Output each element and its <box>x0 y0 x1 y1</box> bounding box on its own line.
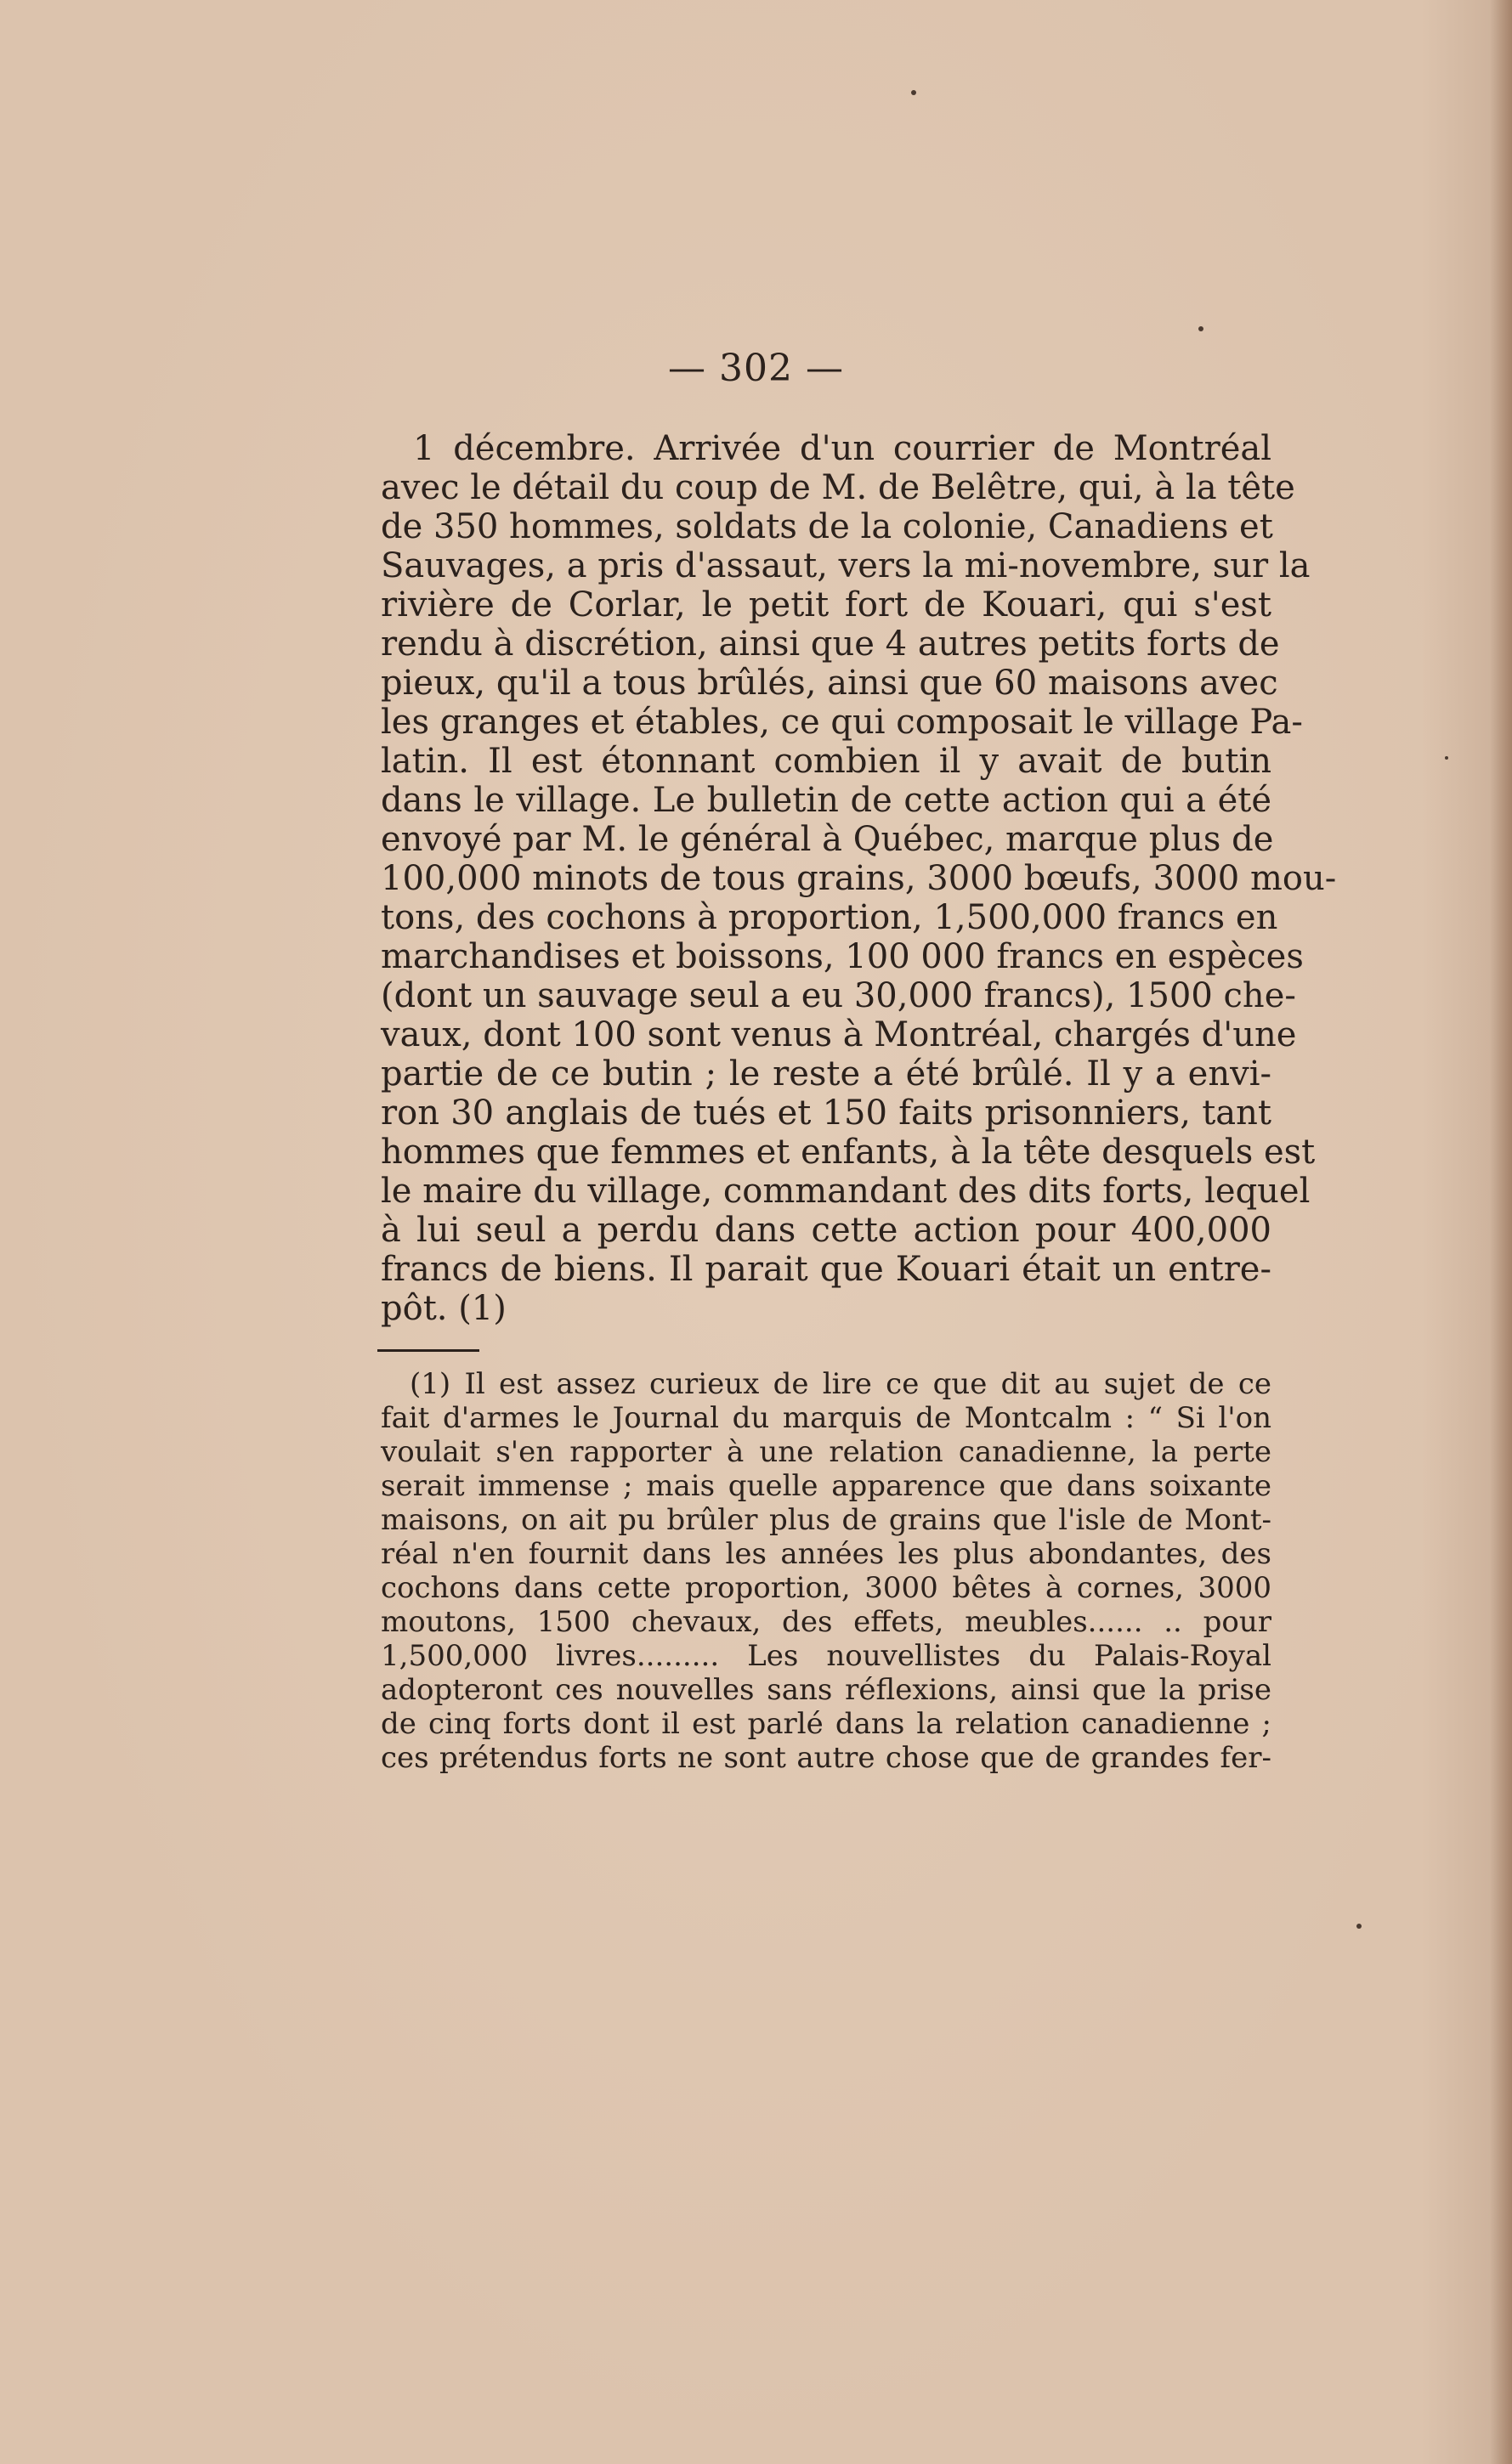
body-line: partie de ce butin ; le reste a été brûlé. Il y a envi- <box>381 1054 1271 1094</box>
footnote-rule <box>377 1349 479 1352</box>
body-line: 100,000 minots de tous grains, 3000 bœufs, 3000 mou- <box>381 859 1337 898</box>
body-line: rendu à discrétion, ainsi que 4 autres petits forts de <box>381 624 1280 664</box>
body-line: vaux, dont 100 sont venus à Montréal, chargés d'une <box>381 1015 1297 1054</box>
footnote-line: (1) Il est assez curieux de lire ce que dit au sujet de ce <box>410 1367 1271 1401</box>
footnote-line: réal n'en fournit dans les années les plus abondantes, des <box>381 1537 1271 1571</box>
paper-speck <box>1198 326 1203 331</box>
footnote-line: voulait s'en rapporter à une relation canadienne, la perte <box>381 1435 1271 1469</box>
body-line: les granges et étables, ce qui composait le village Pa- <box>381 703 1303 742</box>
page-number: — 302 — <box>668 347 844 390</box>
body-line: le maire du village, commandant des dits forts, lequel <box>381 1172 1311 1211</box>
body-line: latin. Il est étonnant combien il y avait de butin <box>381 742 1271 781</box>
body-line: pieux, qu'il a tous brûlés, ainsi que 60 maisons avec <box>381 664 1278 703</box>
body-line: à lui seul a perdu dans cette action pour 400,000 <box>381 1211 1271 1250</box>
body-line: (dont un sauvage seul a eu 30,000 francs), 1500 che- <box>381 976 1296 1015</box>
body-line: Sauvages, a pris d'assaut, vers la mi-novembre, sur la <box>381 546 1311 585</box>
body-line: de 350 hommes, soldats de la colonie, Canadiens et <box>381 507 1273 546</box>
footnote-line: moutons, 1500 chevaux, des effets, meubles...... .. pour <box>381 1605 1271 1639</box>
footnote-line: ces prétendus forts ne sont autre chose que de grandes fer- <box>381 1741 1271 1775</box>
footnote-line: maisons, on ait pu brûler plus de grains que l'isle de Mont- <box>381 1503 1271 1537</box>
body-line: avec le détail du coup de M. de Belêtre, qui, à la tête <box>381 468 1295 507</box>
body-line: envoyé par M. le général à Québec, marque plus de <box>381 820 1274 859</box>
body-line: dans le village. Le bulletin de cette action qui a été <box>381 781 1271 820</box>
body-line: marchandises et boissons, 100 000 francs en espèces <box>381 937 1304 976</box>
paper-speck <box>1356 1924 1362 1929</box>
body-line: hommes que femmes et enfants, à la tête desquels est <box>381 1133 1316 1172</box>
body-line: tons, des cochons à proportion, 1,500,000 francs en <box>381 898 1278 937</box>
footnote-line: fait d'armes le Journal du marquis de Montcalm : “ Si l'on <box>381 1401 1271 1435</box>
footnote-line: cochons dans cette proportion, 3000 bêtes à cornes, 3000 <box>381 1571 1271 1605</box>
footnote-line: adopteront ces nouvelles sans réflexions, ainsi que la prise <box>381 1673 1271 1707</box>
body-line: 1 décembre. Arrivée d'un courrier de Montréal <box>413 429 1271 468</box>
paper-speck <box>911 90 916 95</box>
body-line: francs de biens. Il parait que Kouari était un entre- <box>381 1250 1271 1289</box>
body-line: ron 30 anglais de tués et 150 faits prisonniers, tant <box>381 1094 1271 1133</box>
footnote-line: 1,500,000 livres......... Les nouvellistes du Palais-Royal <box>381 1639 1271 1673</box>
footnote-line: serait immense ; mais quelle apparence que dans soixante <box>381 1469 1271 1503</box>
body-line: rivière de Corlar, le petit fort de Kouari, qui s'est <box>381 585 1271 624</box>
paper-speck <box>1445 756 1448 760</box>
footnote-line: de cinq forts dont il est parlé dans la relation canadienne ; <box>381 1707 1271 1741</box>
body-line: pôt. (1) <box>381 1289 507 1328</box>
